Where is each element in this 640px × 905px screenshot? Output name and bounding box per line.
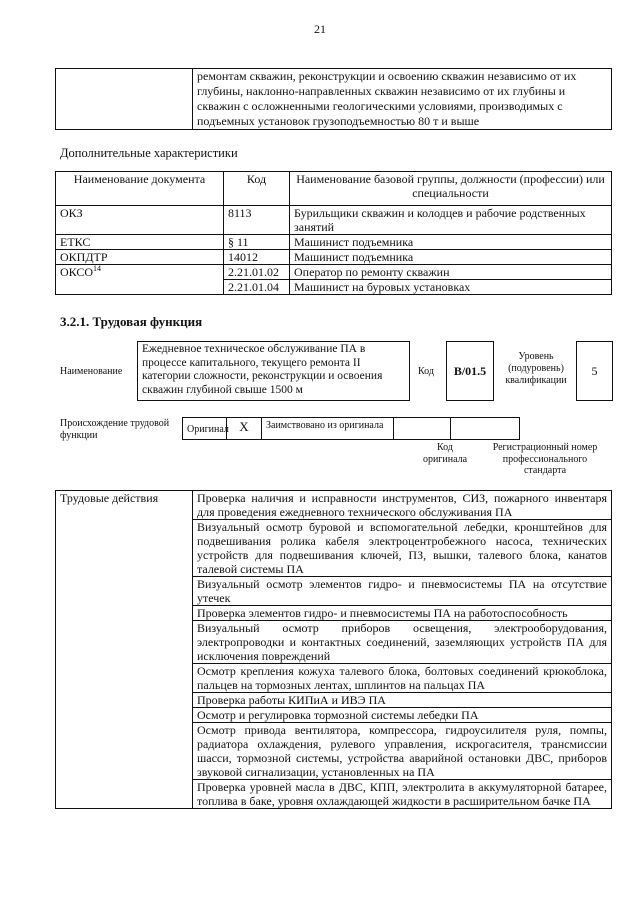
doc-name: ОКСО [60, 265, 94, 279]
additional-characteristics-caption: Дополнительные характеристики [60, 146, 238, 160]
continuation-table [55, 68, 612, 130]
name-cell: Оператор по ремонту скважин [290, 265, 612, 280]
code-original-label: Код оригинала [422, 442, 468, 465]
name-label: Наименование [60, 366, 123, 377]
original-label: Оригинал [182, 417, 227, 440]
code-cell: § 11 [224, 235, 290, 250]
name-cell: Машинист подъемника [290, 235, 612, 250]
name-cell: Машинист подъемника [290, 250, 612, 265]
action-item: Визуальный осмотр элементов гидро- и пневмосистемы ПА на отсутствие утечек [193, 577, 612, 606]
continuation-left-cell [56, 69, 193, 130]
action-item: Проверка наличия и исправности инструментов, СИЗ, пожарного инвентаря для проведения ежедневного технического обслуживания ПА [193, 491, 612, 520]
code-original-cell [393, 417, 451, 440]
table-row [56, 491, 612, 520]
name-cell: Бурильщики скважин и колодцев и рабочие родственных занятий [290, 206, 612, 235]
table-row [56, 250, 612, 265]
function-name-box: Ежедневное техническое обслуживание ПА в процессе капитального, текущего ремонта II категории сложности, реконструкции и освоения скважин глубиной свыше 1500 м [137, 341, 410, 401]
doc-cell: ЕТКС [56, 235, 224, 250]
header-code: Код [224, 172, 290, 206]
original-mark: X [226, 417, 262, 440]
section-heading: 3.2.1. Трудовая функция [60, 314, 203, 329]
level-label: Уровень (подуровень) квалификации [505, 351, 567, 386]
header-name: Наименование базовой группы, должности (профессии) или специальности [290, 172, 612, 206]
reg-number-label: Регистрационный номер профессионального стандарта [492, 442, 598, 476]
code-cell: 2.21.01.02 [224, 265, 290, 280]
table-row [56, 206, 612, 235]
code-label: Код [418, 366, 434, 377]
name-cell: Машинист на буровых установках [290, 280, 612, 295]
doc-cell [56, 265, 224, 295]
borrowed-label: Заимствовано из оригинала [261, 417, 394, 440]
action-item: Проверка элементов гидро- и пневмосистемы ПА на работоспособность [193, 606, 612, 621]
table-row [56, 265, 612, 280]
code-cell: 2.21.01.04 [224, 280, 290, 295]
page-number: 21 [314, 22, 326, 36]
actions-label: Трудовые действия [56, 491, 193, 809]
table-row [56, 235, 612, 250]
action-item: Визуальный осмотр приборов освещения, электрооборудования, электропроводки и контактных соединений, заземляющих устройств ПА для исключения повреждений [193, 621, 612, 664]
doc-cell: ОКЗ [56, 206, 224, 235]
action-item: Проверка работы КИПиА и ИВЭ ПА [193, 693, 612, 708]
code-cell: 14012 [224, 250, 290, 265]
additional-characteristics-table [55, 171, 612, 295]
action-item: Осмотр и регулировка тормозной системы лебедки ПА [193, 708, 612, 723]
labour-actions-table [55, 490, 612, 809]
function-code-box: B/01.5 [446, 341, 494, 401]
footnote-ref: 14 [93, 264, 102, 273]
action-item: Проверка уровней масла в ДВС, КПП, электролита в аккумуляторной батарее, топлива в баке, уровня охлаждающей жидкости в расширительном бачке ПА [193, 780, 612, 809]
doc-cell: ОКПДТР [56, 250, 224, 265]
action-item: Осмотр привода вентилятора, компрессора, гидроусилителя руля, помпы, радиатора охлаждения, рулевого управления, искрогасителя, трансмиссии шасси, тормозной системы, устройства аварийной остановки ДВС, приборов звуковой сигнализации, установленных на ПА [193, 723, 612, 780]
header-doc: Наименование документа [56, 172, 224, 206]
origin-row [183, 417, 523, 440]
code-cell: 8113 [224, 206, 290, 235]
action-item: Осмотр крепления кожуха талевого блока, болтовых соединений крюкоблока, пальцев на тормозных лентах, шплинтов на пальцах ПА [193, 664, 612, 693]
origin-label: Происхождение трудовой функции [60, 418, 170, 441]
level-box: 5 [576, 341, 613, 401]
continuation-text: ремонтам скважин, реконструкции и освоению скважин независимо от их глубины, наклонно-направленных скважин независимо от их глубины и скважин с осложненными геологическими условиями, производимых с подъемных установок грузоподъемностью 80 т и выше [193, 69, 612, 130]
action-item: Визуальный осмотр буровой и вспомогательной лебедки, кронштейнов для подвешивания ролика кабеля электроцентробежного насоса, технических устройств для подвешивания ключей, ПЗ, вышки, талевого блока, канатов талевой системы ПА [193, 520, 612, 577]
reg-number-cell [450, 417, 520, 440]
